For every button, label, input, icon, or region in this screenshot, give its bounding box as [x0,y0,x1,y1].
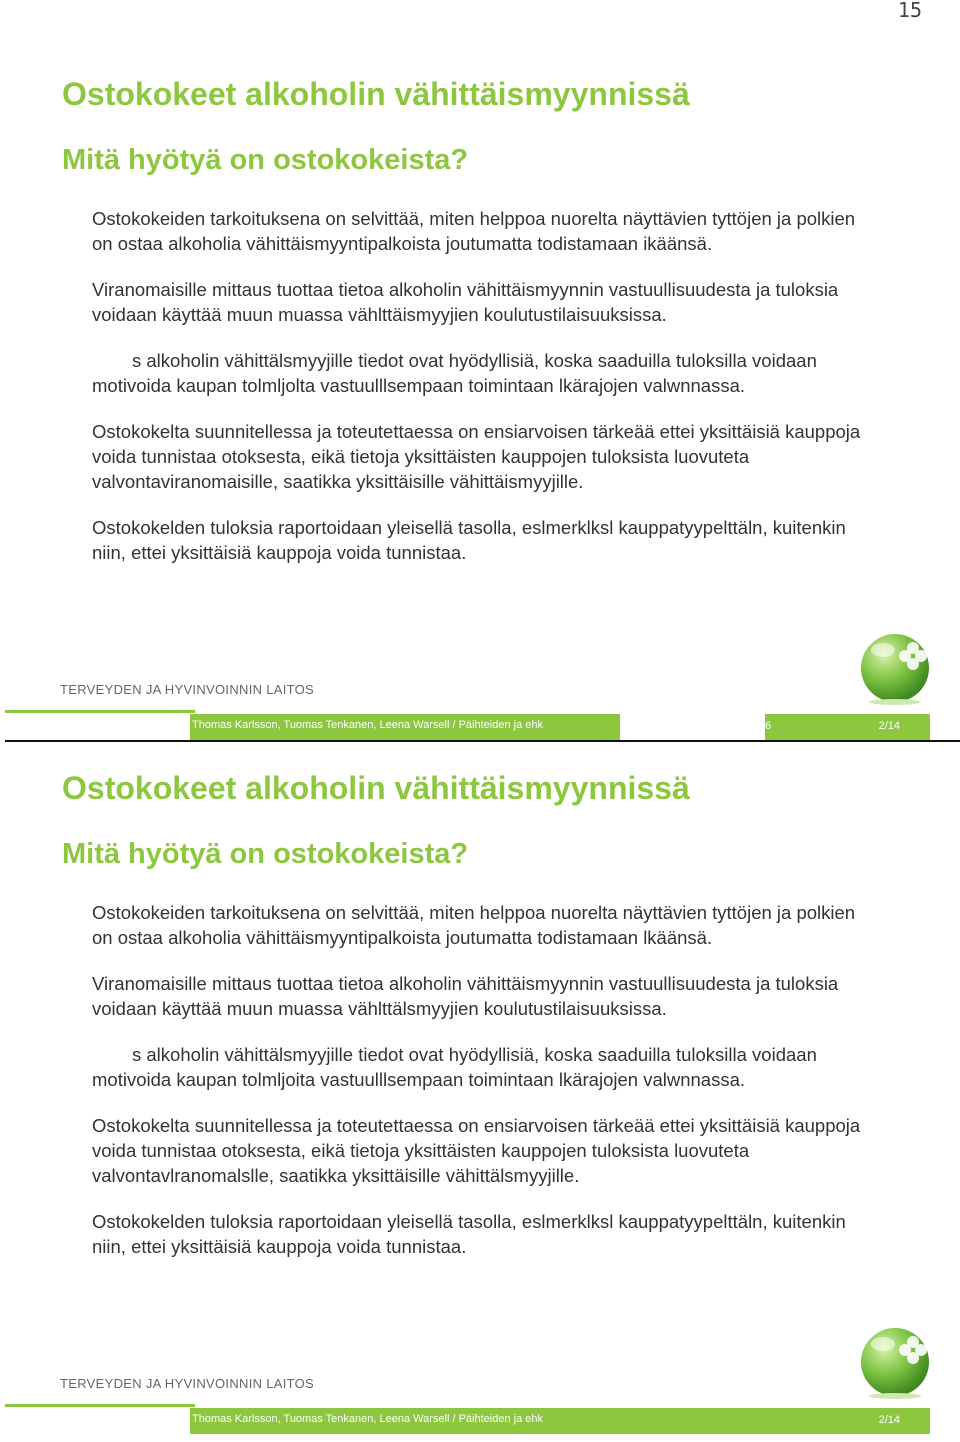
paragraph: Viranomaisille mittaus tuottaa tietoa alkoholin vähittäismyynnin vastuullisuudesta ja tuloksia voidaan käyttää muun muassa vählttäismyyjien koulutustilaisuuksissa. [92,279,839,325]
paragraph: Ostokokelden tuloksia raportoidaan yleisellä tasolla, eslmerklksl kauppatyypelttäln, kuitenkin niin, ettei yksittäisiä kauppoja voida tunnistaa. [92,1211,846,1257]
footer-authors: Thomas Karlsson, Tuomas Tenkanen, Leena Warsell / Päihteiden ja ehk [192,719,543,731]
footer-divider [620,714,765,740]
paragraph: s alkoholin vähittälsmyyjille tiedot ovat hyödyllisiä, koska saaduilla tuloksilla voidaan motivoida kaupan tolmljoita vastuulllsempaan toimintaan lkärajojen valwnnassa. [92,1044,817,1090]
slide-title: Ostokokeet alkoholin vähittäismyynnissä [62,770,690,806]
footer-line [5,710,195,713]
paragraph: Ostokokeiden tarkoituksena on selvittää, miten helppoa nuorelta näyttävien tyttöjen ja polkien on ostaa alkoholia vähittäismyyntipalkoista joutumatta todistamaan ikäänsä. [92,208,856,254]
paragraph: Ostokokeiden tarkoituksena on selvittää, miten helppoa nuorelta näyttävien tyttöjen ja polkien on ostaa alkoholia vähittäismyyntipalkoista joutumatta todistamaan lkäänsä. [92,902,856,948]
footer-page-digit: 6 [765,720,772,732]
page-number: 15 [897,0,922,22]
paragraph: Viranomaisille mittaus tuottaa tietoa alkoholin vähittäismyynnin vastuullisuudesta ja tuloksia voidaan käyttää muun muassa vählttälsmyyjien koulutustilaisuuksissa. [92,973,839,1019]
slide-subtitle: Mitä hyötyä on ostokokeista? [62,144,469,176]
slide-2 [0,740,960,1434]
footer-page: 2/14 [878,720,900,732]
institute-name: TERVEYDEN JA HYVINVOINNIN LAITOS [60,682,315,697]
paragraph: Ostokokelden tuloksia raportoidaan yleisellä tasolla, eslmerklksl kauppatyypelttäln, kuitenkin niin, ettei yksittäisiä kauppoja voida tunnistaa. [92,517,846,563]
paragraph: Ostokokelta suunnitellessa ja toteutettaessa on ensiarvoisen tärkeää ettei yksittäisiä kauppoja voida tunnistaa otoksesta, eikä tietoja yksittäisten kauppojen tuloksista luovuteta valvontaviranomaisille, saatikka yksittäisille vähittäismyyjille. [92,421,861,492]
institute-name: TERVEYDEN JA HYVINVOINNIN LAITOS [60,1376,315,1391]
slide-body [92,206,862,586]
paragraph: Ostokokelta suunnitellessa ja toteutettaessa on ensiarvoisen tärkeää ettei yksittäisiä kauppoja voida tunnistaa otoksesta, eikä tietoja yksittäisten kauppojen tuloksista luovuteta valvontavlranomalslle, saatikka yksittäisille vähittälsmyyjille. [92,1115,861,1186]
green-globe-logo-icon [855,626,935,706]
footer-authors: Thomas Karlsson, Tuomas Tenkanen, Leena Warsell / Päihteiden ja ehk [192,1413,543,1425]
footer-bar [190,1408,930,1434]
slide-body [92,900,862,1280]
paragraph: s alkoholin vähittälsmyyjille tiedot ovat hyödyllisiä, koska saaduilla tuloksilla voidaan motivoida kaupan tolmljolta vastuulllsempaan toimintaan lkärajojen valwnnassa. [92,350,817,396]
green-globe-logo-icon [855,1320,935,1400]
slide-title: Ostokokeet alkoholin vähittäismyynnissä [62,76,690,112]
footer-line [5,1404,195,1407]
slide-subtitle: Mitä hyötyä on ostokokeista? [62,838,469,870]
slide-1 [0,46,960,740]
footer-bar [190,714,930,740]
footer-page: 2/14 [878,1414,900,1426]
